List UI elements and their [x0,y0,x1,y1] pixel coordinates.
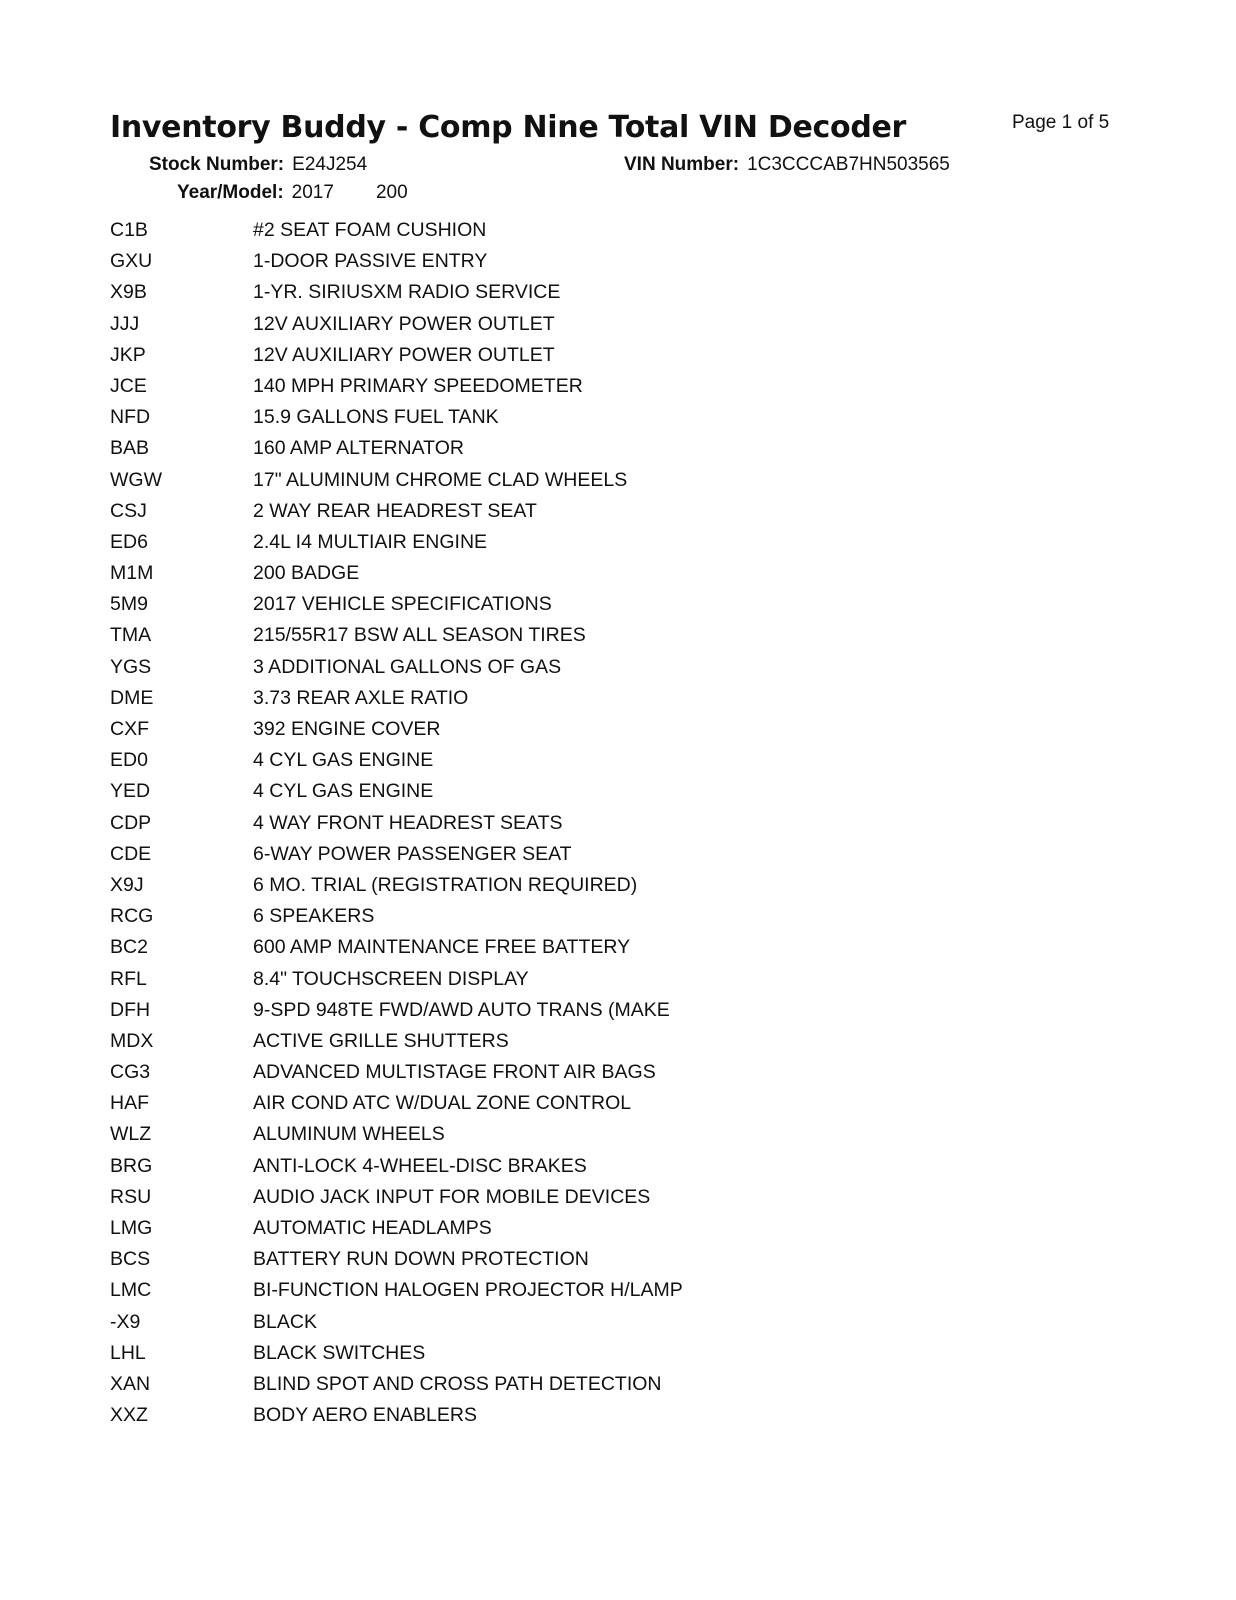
option-description: ALUMINUM WHEELS [253,1123,445,1146]
option-code: ED0 [110,749,148,772]
option-row [110,405,683,436]
option-description: 4 CYL GAS ENGINE [253,780,434,803]
option-code: RCG [110,905,154,928]
option-description: BLIND SPOT AND CROSS PATH DETECTION [253,1372,662,1395]
option-row [110,218,683,249]
option-row [110,873,683,904]
option-code: RSU [110,1185,152,1208]
option-code: -X9 [110,1310,141,1333]
option-row [110,499,683,530]
option-description: BODY AERO ENABLERS [253,1404,477,1427]
option-row [110,468,683,499]
option-description: ADVANCED MULTISTAGE FRONT AIR BAGS [253,1061,656,1084]
option-code: WGW [110,468,162,491]
option-description: 15.9 GALLONS FUEL TANK [253,406,499,429]
year-value: 2017 [291,182,334,203]
option-row [110,1278,683,1309]
option-row [110,312,683,343]
option-code: BCS [110,1248,151,1271]
option-row [110,686,683,717]
option-code: LMC [110,1279,152,1302]
option-code: X9J [110,873,144,896]
vin-number-label: VIN Number: [624,154,740,175]
option-row [110,1122,683,1153]
option-row [110,1341,683,1372]
option-description: 3 ADDITIONAL GALLONS OF GAS [253,655,562,678]
model-value: 200 [375,182,408,203]
option-description: 2017 VEHICLE SPECIFICATIONS [253,593,552,616]
option-description: 8.4" TOUCHSCREEN DISPLAY [253,967,529,990]
option-description: 1-YR. SIRIUSXM RADIO SERVICE [253,281,561,304]
option-row [110,842,683,873]
option-code-list [110,218,683,1434]
option-code: YED [110,780,151,803]
vin-number-value: 1C3CCCAB7HN503565 [747,154,950,175]
option-row [110,655,683,686]
option-code: 5M9 [110,593,148,616]
option-row [110,1060,683,1091]
option-description: 215/55R17 BSW ALL SEASON TIRES [253,624,586,647]
option-code: DME [110,686,154,709]
option-code: WLZ [110,1123,152,1146]
option-row [110,1372,683,1403]
page-title: Inventory Buddy - Comp Nine Total VIN Decoder [110,110,907,145]
option-description: 6 MO. TRIAL (REGISTRATION REQUIRED) [253,873,638,896]
option-code: GXU [110,250,153,273]
option-code: HAF [110,1092,149,1115]
option-description: 6 SPEAKERS [253,905,375,928]
option-row [110,436,683,467]
stock-number-label: Stock Number: [149,154,285,175]
option-row [110,1029,683,1060]
option-row [110,1247,683,1278]
option-row [110,343,683,374]
option-description: 160 AMP ALTERNATOR [253,437,464,460]
option-row [110,374,683,405]
option-code: C1B [110,219,148,241]
option-description: AUTOMATIC HEADLAMPS [253,1217,492,1239]
option-description: 12V AUXILIARY POWER OUTLET [253,312,555,335]
option-description: 4 WAY FRONT HEADREST SEATS [253,811,563,834]
option-description: AUDIO JACK INPUT FOR MOBILE DEVICES [253,1185,651,1208]
option-row [110,1403,683,1434]
stock-number-field [149,154,367,176]
option-code: LHL [110,1341,146,1364]
option-row [110,1185,683,1216]
option-description: 1-DOOR PASSIVE ENTRY [253,250,488,273]
option-row [110,904,683,935]
option-row [110,1216,683,1247]
option-description: 3.73 REAR AXLE RATIO [253,686,469,709]
year-model-field [177,182,408,204]
option-row [110,1310,683,1341]
option-description: 4 CYL GAS ENGINE [253,749,434,772]
option-description: 2.4L I4 MULTIAIR ENGINE [253,530,488,553]
option-row [110,280,683,311]
option-code: CG3 [110,1061,151,1084]
option-code: BAB [110,437,150,460]
option-row [110,1091,683,1122]
option-description: 9-SPD 948TE FWD/AWD AUTO TRANS (MAKE [253,998,670,1021]
option-row [110,779,683,810]
option-description: ANTI-LOCK 4-WHEEL-DISC BRAKES [253,1154,587,1177]
option-code: JJJ [110,312,140,335]
option-code: MDX [110,1029,154,1052]
option-code: CXF [110,718,149,740]
option-description: 200 BADGE [253,562,360,585]
option-code: JKP [110,343,146,366]
option-description: AIR COND ATC W/DUAL ZONE CONTROL [253,1092,632,1115]
option-row [110,592,683,623]
option-code: RFL [110,967,147,990]
option-description: 17" ALUMINUM CHROME CLAD WHEELS [253,468,628,491]
option-row [110,998,683,1029]
vin-number-field [624,154,950,176]
option-code: BRG [110,1154,153,1177]
option-description: 6-WAY POWER PASSENGER SEAT [253,842,572,865]
option-row [110,1154,683,1185]
option-description: 392 ENGINE COVER [253,718,441,740]
option-description: BLACK [253,1310,317,1333]
option-row [110,623,683,654]
option-row [110,935,683,966]
option-code: CDE [110,842,152,865]
option-code: YGS [110,655,152,678]
option-code: NFD [110,406,151,429]
option-row [110,811,683,842]
option-code: CSJ [110,499,147,522]
option-code: CDP [110,811,152,834]
stock-number-value: E24J254 [292,154,368,175]
option-description: 12V AUXILIARY POWER OUTLET [253,343,555,366]
option-code: ED6 [110,530,148,553]
year-model-label: Year/Model: [177,182,284,203]
option-description: 140 MPH PRIMARY SPEEDOMETER [253,374,583,397]
option-code: XXZ [110,1404,148,1427]
option-code: X9B [110,281,147,304]
option-description: BATTERY RUN DOWN PROTECTION [253,1248,589,1271]
option-code: DFH [110,998,151,1021]
option-description: 600 AMP MAINTENANCE FREE BATTERY [253,936,631,959]
option-code: XAN [110,1372,151,1395]
option-description: #2 SEAT FOAM CUSHION [253,219,487,241]
option-row [110,561,683,592]
option-row [110,530,683,561]
option-row [110,748,683,779]
page-number: Page 1 of 5 [1012,112,1110,133]
option-row [110,249,683,280]
option-code: LMG [110,1217,153,1239]
option-code: BC2 [110,936,148,959]
option-description: BI-FUNCTION HALOGEN PROJECTOR H/LAMP [253,1279,683,1302]
option-description: BLACK SWITCHES [253,1341,426,1364]
option-code: TMA [110,624,152,647]
option-row [110,717,683,748]
option-description: ACTIVE GRILLE SHUTTERS [253,1029,509,1052]
option-description: 2 WAY REAR HEADREST SEAT [253,499,537,522]
option-code: M1M [110,562,154,585]
option-row [110,967,683,998]
option-code: JCE [110,374,147,397]
